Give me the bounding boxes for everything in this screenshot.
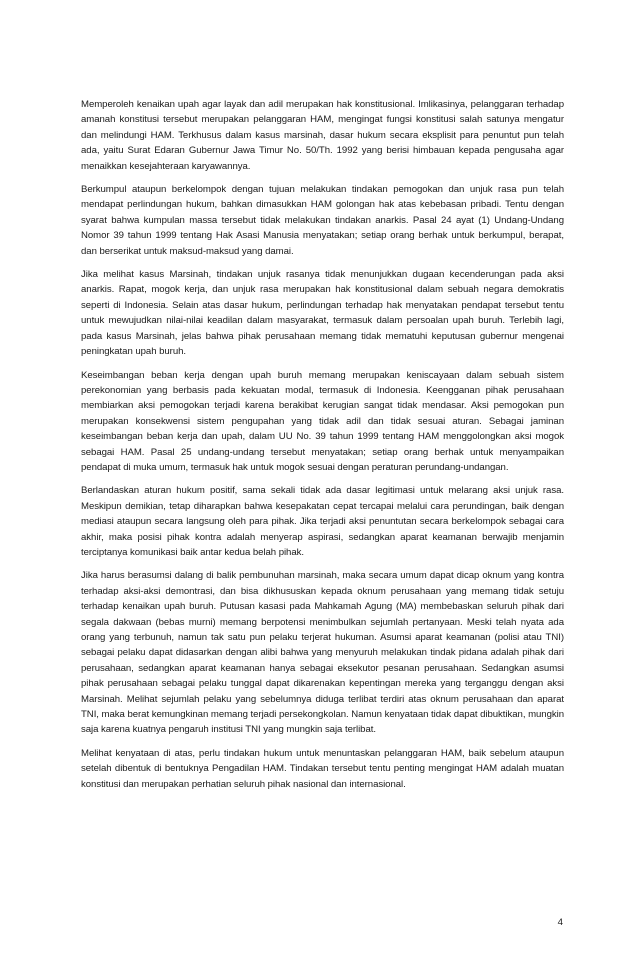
paragraph-6: Jika harus berasumsi dalang di balik pembunuhan marsinah, maka secara umum dapat dicap oknum yang kontra terhadap aksi-aksi demontrasi, dan bisa dikhususkan kepada oknum perusahaan yang memang tidak setuju terhadap kenaikan upah buruh. Putusan kasasi pada Mahkamah Agung (MA) membebaskan seluruh pihak dari segala dakwaan (bebas murni) memang berpotensi menimbulkan sejumlah pertanyaan. Meski telah nyata ada orang yang terbunuh, namun tak satu pun pelaku terjerat hukuman. Asumsi aparat keamanan (polisi atau TNI) sebagai pelaku dapat didasarkan dengan alibi bahwa yang menyuruh melakukan tindak pidana adalah pihak dari perusahaan, sedangkan aparat keamanan hanya sebagai eksekutor pesanan perusahaan. Sedangkan asumsi pihak perusahaan sebagai pelaku tunggal dapat dikarenakan kepentingan mereka yang terganggu dengan aksi Marsinah. Melihat sejumlah pelaku yang sebelumnya diduga terlibat terdiri atas oknum perusahaan dan aparat TNI, maka berat kemungkinan memang terjadi persekongkolan. Namun kenyataan tidak dapat dibuktikan, mungkin saja karena kuatnya pengaruh institusi TNI yang mungkin saja terlibat. xyxy=(81,570,564,736)
page-number: 4 xyxy=(557,917,563,928)
paragraph-5: Berlandaskan aturan hukum positif, sama sekali tidak ada dasar legitimasi untuk melarang aksi unjuk rasa. Meskipun demikian, tetap diharapkan bahwa kesepakatan cepat tercapai melalui cara perundingan, baik dengan mediasi ataupun secara langsung oleh para pihak. Jika terjadi aksi penuntutan secara berkelompok sebagai cara akhir, maka posisi pihak kontra adalah menyerap aspirasi, sedangkan aparat keamanan berwajib menjamin terciptanya komunikasi baik antar kedua belah pihak. xyxy=(81,485,564,558)
paragraph-7: Melihat kenyataan di atas, perlu tindakan hukum untuk menuntaskan pelanggaran HAM, baik sebelum ataupun setelah dibentuk di bentuknya Pengadilan HAM. Tindakan tersebut tentu penting mengingat HAM adalah muatan konstitusi dan merupakan perhatian seluruh pihak nasional dan internasional. xyxy=(81,747,564,790)
paragraph-4: Keseimbangan beban kerja dengan upah buruh memang merupakan keniscayaan dalam sebuah sistem perekonomian yang berbasis pada kekuatan modal, termasuk di Indonesia. Keengganan pihak perusahaan membiarkan aksi pemogokan terjadi karena berakibat kerugian sangat tidak mendasar. Aksi pemogokan pun merupakan konsekwensi sistem pengupahan yang tidak adil dan tidak sesuai aturan. Sebagai jaminan keseimbangan beban kerja dan upah, dalam UU No. 39 tahun 1999 tentang HAM menggolongkan aksi mogok sebagai HAM. Pasal 25 undang-undang tersebut menyatakan; setiap orang berhak untuk menyampaikan pendapat di muka umum, termasuk hak untuk mogok sesuai dengan peraturan perundang-undangan. xyxy=(81,369,564,473)
document-body xyxy=(81,97,564,800)
paragraph-2: Berkumpul ataupun berkelompok dengan tujuan melakukan tindakan pemogokan dan unjuk rasa pun telah mendapat perlindungan hukum, bahkan dimasukkan HAM golongan hak atas kebebasan pribadi. Tentu dengan syarat bahwa kumpulan massa tersebut tidak melakukan tindakan anarkis. Pasal 24 ayat (1) Undang-Undang Nomor 39 tahun 1999 tentang Hak Asasi Manusia menyatakan; setiap orang berhak untuk berkumpul, berapat, dan berserikat untuk maksud-maksud yang damai. xyxy=(81,184,564,257)
paragraph-1: Memperoleh kenaikan upah agar layak dan adil merupakan hak konstitusional. Imlikasinya, pelanggaran terhadap amanah konstitusi tersebut merupakan pelanggaran HAM, mengingat fungsi konstitusi salah satunya mengatur dan melindungi HAM. Terkhusus dalam kasus marsinah, dasar hukum secara eksplisit para penuntut pun telah ada, yaitu Surat Edaran Gubernur Jawa Timur No. 50/Th. 1992 yang berisi himbauan kepada pengusaha agar menaikkan kesejahteraan karyawannya. xyxy=(81,99,564,172)
paragraph-3: Jika melihat kasus Marsinah, tindakan unjuk rasanya tidak menunjukkan dugaan kecenderungan pada aksi anarkis. Rapat, mogok kerja, dan unjuk rasa merupakan hak konstitusional dalam sebuah negara demokratis seperti di Indonesia. Selain atas dasar hukum, perlindungan terhadap hak menyatakan pendapat tersebut tentu untuk mewujudkan nilai-nilai keadilan dalam masyarakat, termasuk dalam persoalan upah buruh. Terlebih lagi, pada kasus Marsinah, jelas bahwa pihak perusahaan memang tidak mematuhi keputusan gubernur mengenai peningkatan upah buruh. xyxy=(81,269,564,358)
